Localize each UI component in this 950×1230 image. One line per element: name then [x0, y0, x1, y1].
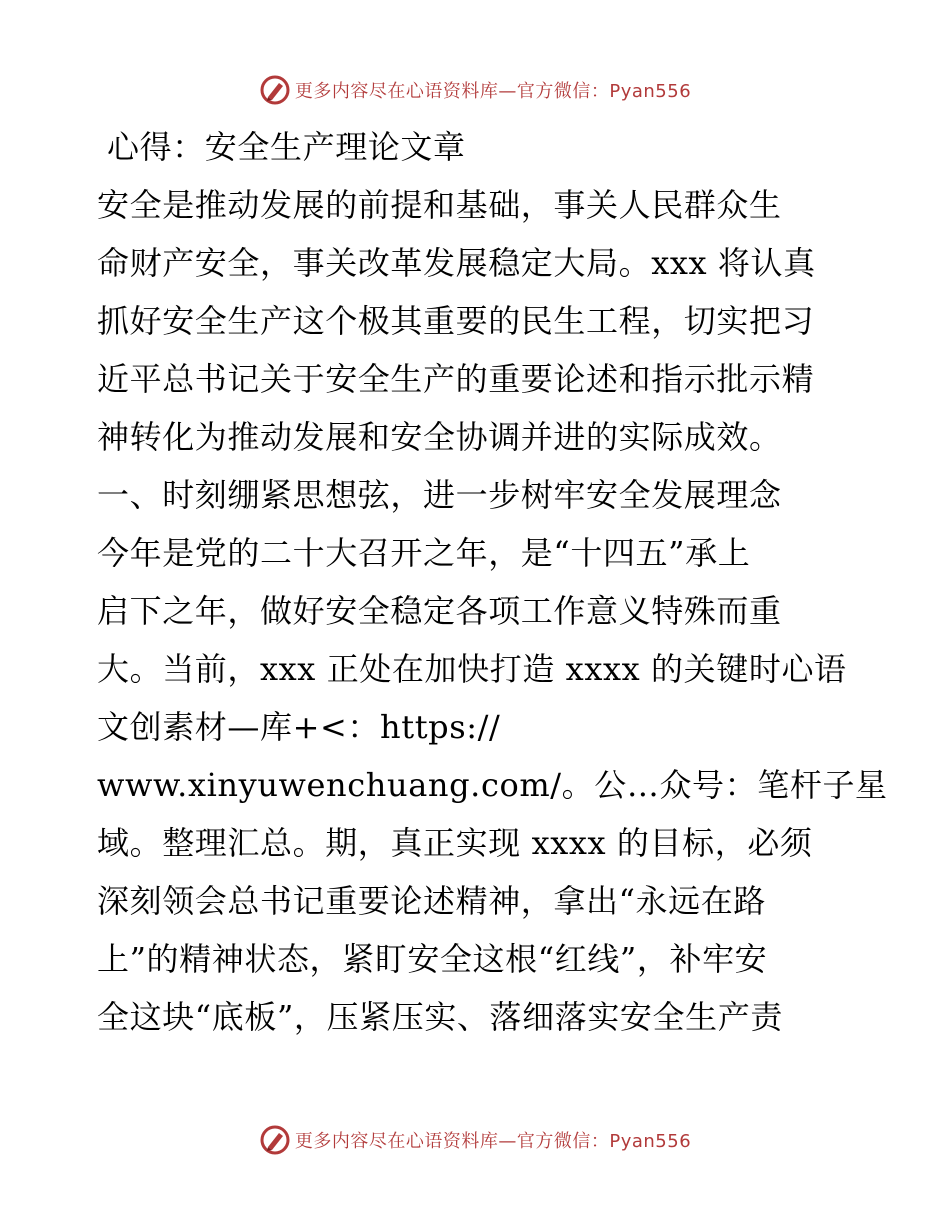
paragraph-line: 全这块“底板”，压紧压实、落细落实安全生产责: [97, 998, 783, 1036]
paragraph-line: 深刻领会总书记重要论述精神，拿出“永远在路: [97, 882, 766, 920]
document-body: [97, 118, 888, 1046]
paragraph-line: 今年是党的二十大召开之年，是“十四五”承上: [97, 534, 751, 572]
document-title: 心得：安全生产理论文章: [107, 128, 466, 166]
paragraph-line: 文创素材—库+<：https://: [97, 708, 501, 746]
header-watermark-banner: [0, 70, 950, 110]
paragraph-line: 近平总书记关于安全生产的重要论述和指示批示精: [97, 360, 815, 398]
paragraph-line: 抓好安全生产这个极其重要的民生工程，切实把习: [97, 302, 815, 340]
paragraph-line: 命财产安全，事关改革发展稳定大局。xxx 将认真: [97, 244, 816, 282]
pen-logo-icon: [259, 74, 291, 106]
paragraph-line: 启下之年，做好安全稳定各项工作意义特殊而重: [97, 592, 782, 630]
section-heading: 一、时刻绷紧思想弦，进一步树牢安全发展理念: [97, 476, 782, 514]
paragraph-line: 神转化为推动发展和安全协调并进的实际成效。: [97, 418, 782, 456]
paragraph-line: 大。当前，xxx 正处在加快打造 xxxx 的关键时心语: [97, 650, 847, 688]
footer-watermark-banner: [0, 1120, 950, 1160]
paragraph-line: 上”的精神状态，紧盯安全这根“红线”，补牢安: [97, 940, 768, 978]
pen-logo-icon: [259, 1124, 291, 1156]
watermark-text: 更多内容尽在心语资料库—官方微信：Pyan556: [294, 1131, 692, 1152]
paragraph-line: 安全是推动发展的前提和基础，事关人民群众生: [97, 186, 782, 224]
watermark-text: 更多内容尽在心语资料库—官方微信：Pyan556: [294, 81, 692, 102]
paragraph-line: www.xinyuwenchuang.com/。公…众号：笔杆子星: [97, 766, 888, 804]
paragraph-line: 域。整理汇总。期，真正实现 xxxx 的目标，必须: [97, 824, 813, 862]
